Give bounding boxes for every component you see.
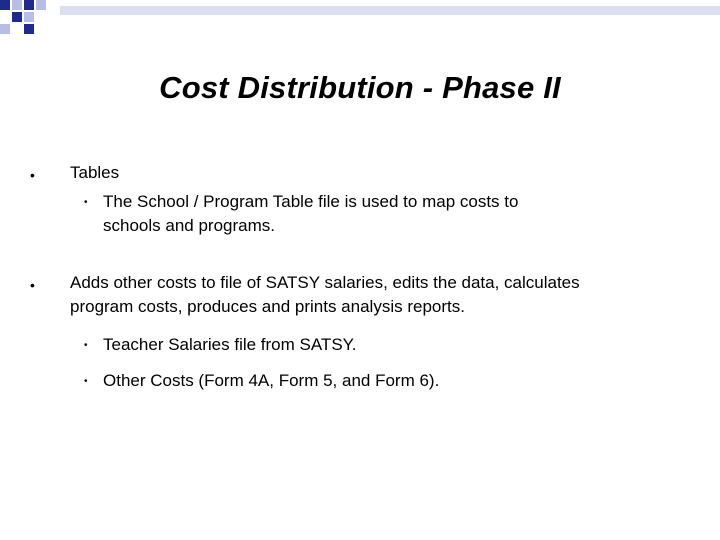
- sub-bullet-point: •: [84, 376, 88, 387]
- sub-bullet-text-teacher-salaries: Teacher Salaries file from SATSY.: [103, 335, 357, 354]
- bullet-point: •: [30, 277, 35, 293]
- slide-title: Cost Distribution - Phase II: [159, 70, 561, 105]
- deco-square-dark: [24, 24, 34, 34]
- deco-square-light: [36, 0, 46, 10]
- deco-square-light: [24, 12, 34, 22]
- corner-squares-decoration: [0, 0, 60, 40]
- sub-bullet-text-other-costs: Other Costs (Form 4A, Form 5, and Form 6).: [103, 371, 440, 390]
- deco-square-light: [12, 0, 22, 10]
- bullet-text-adds-costs-line2: program costs, produces and prints analysis reports.: [70, 297, 465, 316]
- top-decoration-bar: [60, 6, 720, 15]
- bullet-point: •: [30, 167, 35, 183]
- sub-bullet-point: •: [84, 340, 88, 351]
- deco-square-dark: [0, 0, 10, 10]
- sub-bullet-text-line2: schools and programs.: [103, 216, 275, 235]
- bullet-text-adds-costs-line1: Adds other costs to file of SATSY salaries, edits the data, calculates: [70, 273, 580, 292]
- deco-square-dark: [12, 12, 22, 22]
- bullet-text-tables: Tables: [70, 163, 120, 182]
- sub-bullet-text-line1: The School / Program Table file is used to map costs to: [103, 192, 519, 211]
- sub-bullet-point: •: [84, 197, 88, 208]
- deco-square-light: [0, 24, 10, 34]
- deco-square-dark: [24, 0, 34, 10]
